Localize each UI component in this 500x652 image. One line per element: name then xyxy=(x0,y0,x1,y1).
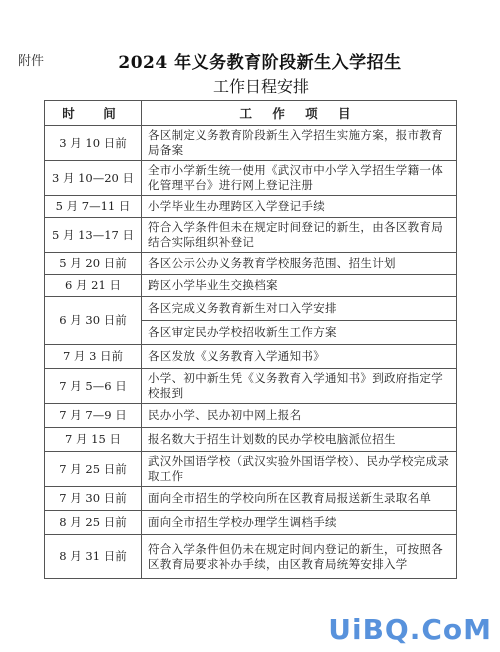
table-row xyxy=(45,511,457,535)
table-row xyxy=(45,196,457,218)
schedule-date: 6 月 21 日 xyxy=(45,275,142,297)
schedule-date: 7 月 15 日 xyxy=(45,428,142,452)
schedule-item: 符合入学条件但未在规定时间登记的新生，由各区教育局结合实际组织补登记 xyxy=(142,218,457,253)
schedule-date: 5 月 7—11 日 xyxy=(45,196,142,218)
schedule-date: 8 月 31 日前 xyxy=(45,535,142,579)
table-row xyxy=(45,161,457,196)
schedule-item: 各区发放《义务教育入学通知书》 xyxy=(142,345,457,369)
schedule-item: 各区审定民办学校招收新生工作方案 xyxy=(142,321,457,345)
attachment-label: 附件 xyxy=(18,54,45,69)
schedule-item: 报名数大于招生计划数的民办学校电脑派位招生 xyxy=(142,428,457,452)
schedule-date: 3 月 10 日前 xyxy=(45,126,142,161)
schedule-item: 各区公示公办义务教育学校服务范围、招生计划 xyxy=(142,253,457,275)
schedule-date: 7 月 3 日前 xyxy=(45,345,142,369)
table-row xyxy=(45,487,457,511)
schedule-item: 符合入学条件但仍未在规定时间内登记的新生，可按照各区教育局要求补办手续，由区教育局统筹安排入学 xyxy=(142,535,457,579)
schedule-date: 3 月 10—20 日 xyxy=(45,161,142,196)
schedule-table xyxy=(44,100,457,579)
schedule-item: 小学、初中新生凭《义务教育入学通知书》到政府指定学校报到 xyxy=(142,369,457,404)
schedule-date: 7 月 5—6 日 xyxy=(45,369,142,404)
schedule-item: 面向全市招生学校办理学生调档手续 xyxy=(142,511,457,535)
table-row xyxy=(45,297,457,321)
schedule-date: 8 月 25 日前 xyxy=(45,511,142,535)
table-row xyxy=(45,535,457,579)
schedule-date: 7 月 25 日前 xyxy=(45,452,142,487)
schedule-item: 全市小学新生统一使用《武汉市中小学入学招生学籍一体化管理平台》进行网上登记注册 xyxy=(142,161,457,196)
schedule-table-body xyxy=(45,126,457,579)
document-subtitle: 工作日程安排 xyxy=(212,77,309,96)
schedule-date: 7 月 30 日前 xyxy=(45,487,142,511)
column-header-time: 时 间 xyxy=(45,101,142,126)
schedule-date: 5 月 13—17 日 xyxy=(45,218,142,253)
table-row xyxy=(45,126,457,161)
table-row xyxy=(45,428,457,452)
schedule-item: 面向全市招生的学校向所在区教育局报送新生录取名单 xyxy=(142,487,457,511)
schedule-item: 武汉外国语学校（武汉实验外国语学校）、民办学校完成录取工作 xyxy=(142,452,457,487)
schedule-item: 民办小学、民办初中网上报名 xyxy=(142,404,457,428)
table-row xyxy=(45,452,457,487)
table-header-row xyxy=(45,101,457,126)
table-row xyxy=(45,404,457,428)
schedule-date: 6 月 30 日前 xyxy=(45,297,142,345)
document-title: 2024 年义务教育阶段新生入学招生 xyxy=(118,53,402,73)
table-row xyxy=(45,369,457,404)
schedule-item: 各区完成义务教育新生对口入学安排 xyxy=(142,297,457,321)
table-row xyxy=(45,345,457,369)
site-watermark: UiBQ.CoM xyxy=(328,613,492,646)
table-row xyxy=(45,253,457,275)
table-row xyxy=(45,218,457,253)
table-row xyxy=(45,275,457,297)
schedule-item: 小学毕业生办理跨区入学登记手续 xyxy=(142,196,457,218)
schedule-item: 各区制定义务教育阶段新生入学招生实施方案，报市教育局备案 xyxy=(142,126,457,161)
column-header-items: 工 作 项 目 xyxy=(142,101,457,126)
schedule-date: 5 月 20 日前 xyxy=(45,253,142,275)
schedule-item: 跨区小学毕业生交换档案 xyxy=(142,275,457,297)
schedule-date: 7 月 7—9 日 xyxy=(45,404,142,428)
